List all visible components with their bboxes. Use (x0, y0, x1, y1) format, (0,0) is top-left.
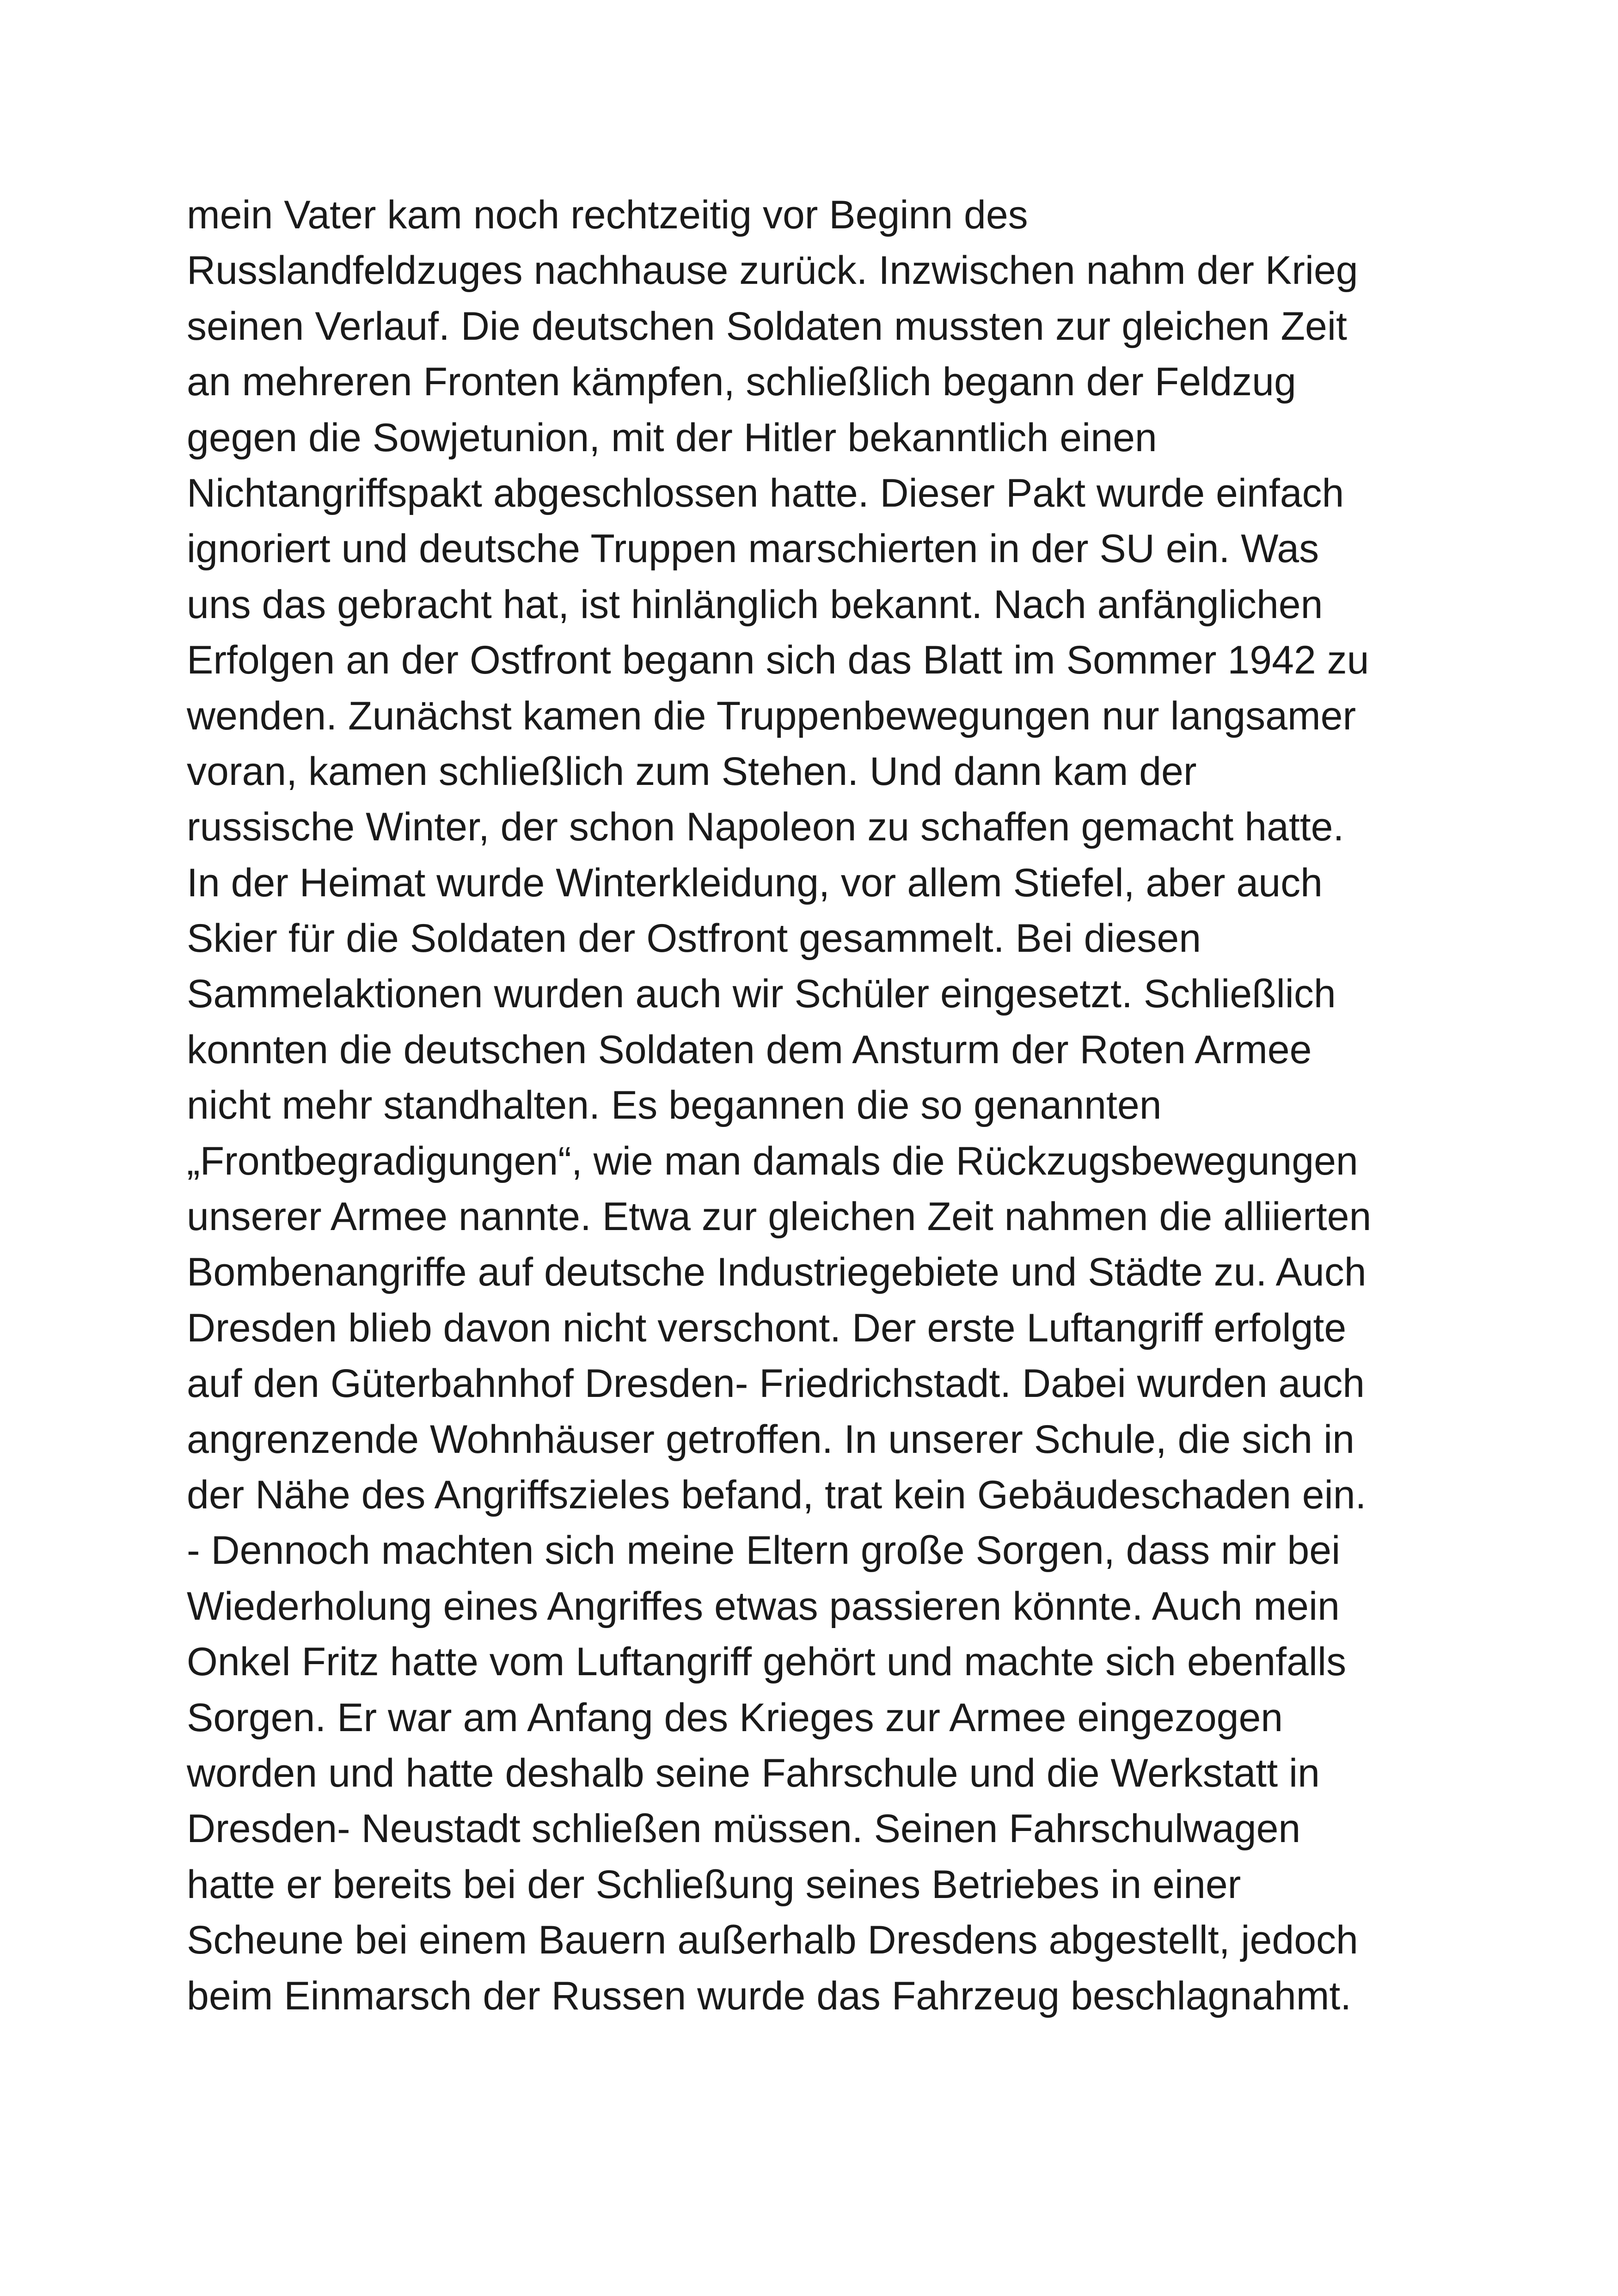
text-line: wenden. Zunächst kamen die Truppenbewegungen nur langsamer (187, 693, 1356, 738)
text-line: Dresden blieb davon nicht verschont. Der erste Luftangriff erfolgte (187, 1305, 1347, 1350)
text-line: Russlandfeldzuges nachhause zurück. Inzwischen nahm der Krieg (187, 248, 1358, 293)
body-text (187, 187, 1574, 2024)
text-line: Scheune bei einem Bauern außerhalb Dresdens abgestellt, jedoch (187, 1918, 1358, 1963)
text-line: seinen Verlauf. Die deutschen Soldaten mussten zur gleichen Zeit (187, 304, 1347, 349)
text-line: konnten die deutschen Soldaten dem Ansturm der Roten Armee (187, 1027, 1312, 1072)
text-line: russische Winter, der schon Napoleon zu schaffen gemacht hatte. (187, 805, 1344, 850)
text-line: mein Vater kam noch rechtzeitig vor Beginn des (187, 193, 1028, 237)
text-line: In der Heimat wurde Winterkleidung, vor allem Stiefel, aber auch (187, 860, 1323, 905)
text-line: auf den Güterbahnhof Dresden- Friedrichstadt. Dabei wurden auch (187, 1361, 1365, 1406)
text-line: unserer Armee nannte. Etwa zur gleichen Zeit nahmen die alliierten (187, 1194, 1372, 1239)
text-line: hatte er bereits bei der Schließung seines Betriebes in einer (187, 1862, 1241, 1907)
text-line: voran, kamen schließlich zum Stehen. Und dann kam der (187, 749, 1197, 794)
text-line: Onkel Fritz hatte vom Luftangriff gehört und machte sich ebenfalls (187, 1640, 1347, 1684)
text-line: Sorgen. Er war am Anfang des Krieges zur Armee eingezogen (187, 1695, 1283, 1740)
text-line: gegen die Sowjetunion, mit der Hitler bekanntlich einen (187, 415, 1157, 460)
text-line: - Dennoch machten sich meine Eltern große Sorgen, dass mir bei (187, 1528, 1341, 1573)
text-line: Nichtangriffspakt abgeschlossen hatte. Dieser Pakt wurde einfach (187, 471, 1344, 515)
text-line: angrenzende Wohnhäuser getroffen. In unserer Schule, die sich in (187, 1417, 1354, 1462)
text-line: Erfolgen an der Ostfront begann sich das Blatt im Sommer 1942 zu (187, 638, 1369, 683)
text-line: Skier für die Soldaten der Ostfront gesammelt. Bei diesen (187, 916, 1201, 961)
text-line: worden und hatte deshalb seine Fahrschule und die Werkstatt in (187, 1751, 1320, 1795)
text-line: Bombenangriffe auf deutsche Industriegebiete und Städte zu. Auch (187, 1250, 1367, 1295)
text-line: uns das gebracht hat, ist hinlänglich bekannt. Nach anfänglichen (187, 582, 1323, 627)
text-line: an mehreren Fronten kämpfen, schließlich begann der Feldzug (187, 360, 1296, 404)
text-line: ignoriert und deutsche Truppen marschierten in der SU ein. Was (187, 527, 1319, 571)
text-line: Sammelaktionen wurden auch wir Schüler eingesetzt. Schließlich (187, 972, 1336, 1016)
text-line: Wiederholung eines Angriffes etwas passieren könnte. Auch mein (187, 1584, 1340, 1629)
text-line: der Nähe des Angriffszieles befand, trat kein Gebäudeschaden ein. (187, 1472, 1367, 1517)
text-line: Dresden- Neustadt schließen müssen. Seinen Fahrschulwagen (187, 1806, 1301, 1851)
text-line: beim Einmarsch der Russen wurde das Fahrzeug beschlagnahmt. (187, 1973, 1352, 2018)
text-line: „Frontbegradigungen“, wie man damals die Rückzugsbewegungen (187, 1139, 1358, 1183)
text-line: nicht mehr standhalten. Es begannen die so genannten (187, 1083, 1162, 1128)
